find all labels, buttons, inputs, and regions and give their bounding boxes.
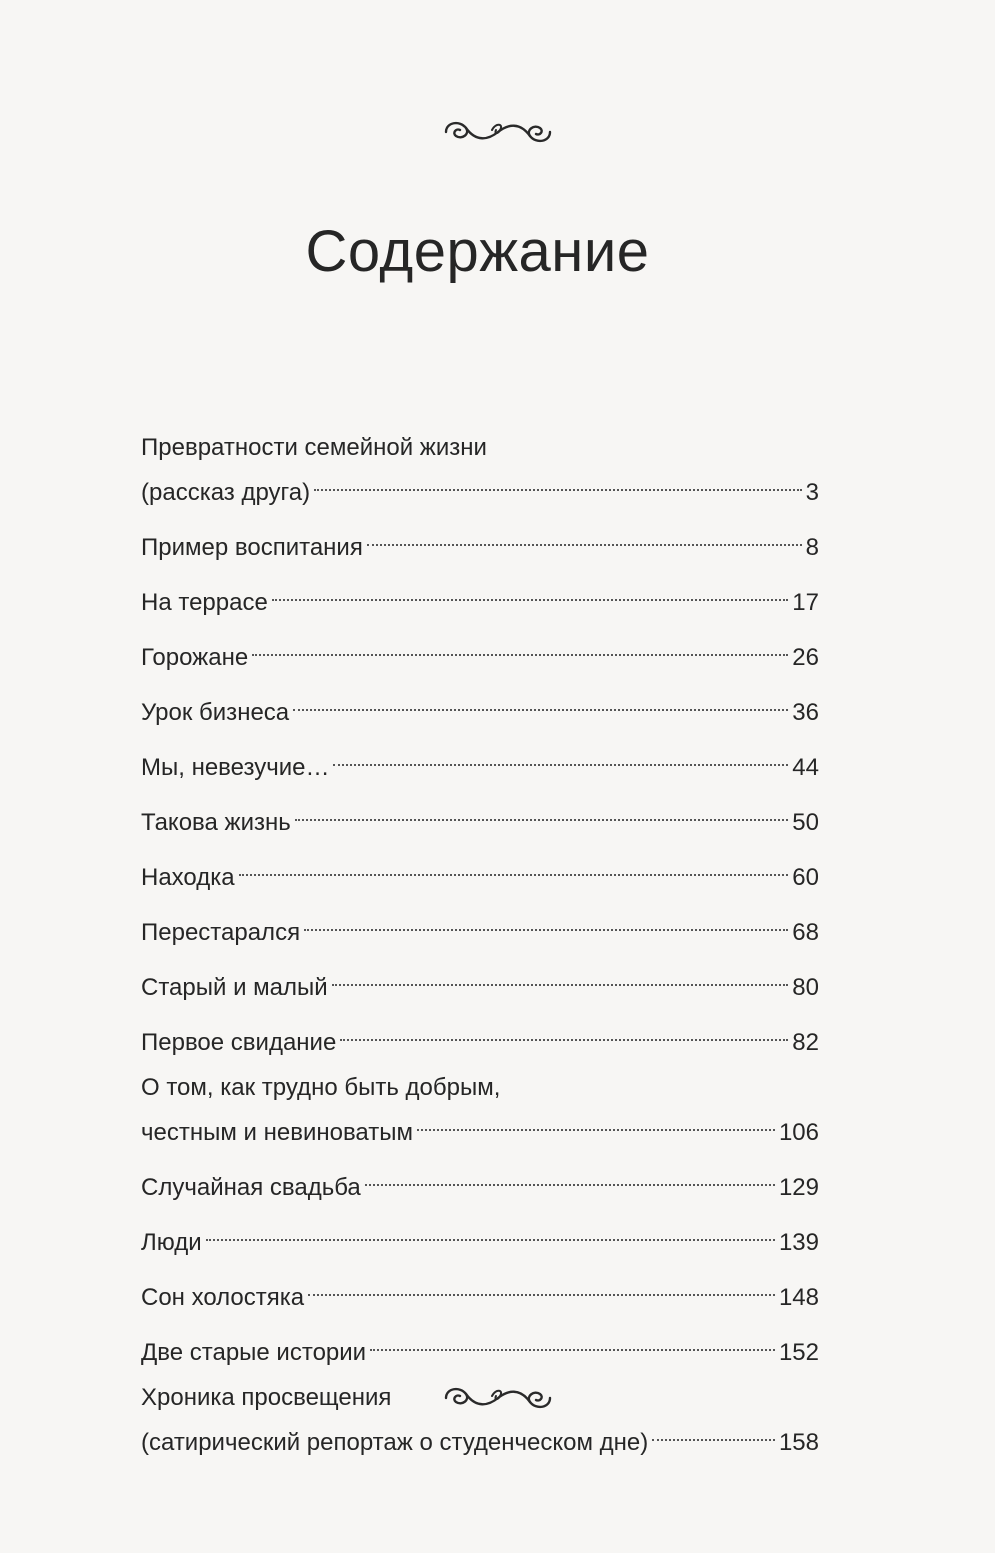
table-of-contents (141, 430, 819, 1470)
flourish-ornament-icon (438, 1378, 558, 1418)
toc-entry (141, 1160, 819, 1205)
dot-leader (272, 575, 788, 610)
dot-leader (417, 1105, 775, 1140)
toc-entry-title: Такова жизнь (141, 809, 291, 836)
toc-page-number: 129 (778, 1174, 819, 1201)
toc-entry (141, 520, 819, 565)
toc-entry-title: Урок бизнеса (141, 699, 290, 726)
toc-entry (141, 960, 819, 1005)
dot-leader (304, 905, 788, 940)
toc-page-number: 60 (792, 864, 819, 891)
toc-entry-title: Случайная свадьба (141, 1174, 361, 1201)
toc-entry (141, 850, 819, 895)
toc-entry-title: Перестарался (141, 919, 301, 946)
toc-entry-row (141, 1270, 819, 1315)
toc-entry-row (141, 575, 819, 620)
dot-leader (295, 795, 789, 830)
toc-entry-title: Горожане (141, 644, 249, 671)
toc-entry-row (141, 905, 819, 950)
toc-page-number: 148 (778, 1284, 819, 1311)
toc-entry-row (141, 960, 819, 1005)
toc-entry (141, 1070, 819, 1150)
toc-entry (141, 1015, 819, 1060)
dot-leader (367, 520, 802, 555)
toc-entry-title: Пример воспитания (141, 534, 363, 561)
toc-entry-row (141, 795, 819, 840)
toc-page-number: 44 (792, 754, 819, 781)
toc-entry-title-line: Хроника просвещения (141, 1384, 392, 1411)
toc-entry (141, 795, 819, 840)
toc-page-number: 80 (792, 974, 819, 1001)
toc-entry-title-line: Превратности семейной жизни (141, 434, 487, 461)
dot-leader (293, 685, 788, 720)
page-title: Содержание (305, 219, 650, 284)
dot-leader (332, 960, 789, 995)
toc-entry-title: Находка (141, 864, 235, 891)
toc-page-number: 50 (792, 809, 819, 836)
toc-page-number: 17 (792, 589, 819, 616)
toc-entry (141, 1215, 819, 1260)
toc-entry-row (141, 1325, 819, 1370)
dot-leader (652, 1415, 775, 1450)
toc-entry (141, 430, 819, 510)
toc-entry-row (141, 1160, 819, 1205)
toc-entry-row (141, 850, 819, 895)
dot-leader (333, 740, 788, 775)
dot-leader (370, 1325, 775, 1360)
toc-page-number: 8 (805, 534, 819, 561)
toc-page-number: 106 (778, 1119, 819, 1146)
toc-entry-title: Две старые истории (141, 1339, 367, 1366)
toc-page-number: 82 (792, 1029, 819, 1056)
toc-entry-row (141, 1015, 819, 1060)
toc-entry-title: честным и невиноватым (141, 1119, 413, 1146)
dot-leader (314, 465, 802, 500)
toc-page-number: 3 (805, 479, 819, 506)
toc-page-number: 152 (778, 1339, 819, 1366)
dot-leader (308, 1270, 775, 1305)
toc-entry-row (141, 630, 819, 675)
toc-page-number: 139 (778, 1229, 819, 1256)
toc-entry-title: Первое свидание (141, 1029, 337, 1056)
toc-entry-title: Старый и малый (141, 974, 328, 1001)
dot-leader (340, 1015, 788, 1050)
dot-leader (206, 1215, 775, 1250)
toc-entry (141, 905, 819, 950)
toc-page-number: 36 (792, 699, 819, 726)
toc-page-number: 26 (792, 644, 819, 671)
toc-entry-title: (рассказ друга) (141, 479, 311, 506)
toc-entry-row (141, 1105, 819, 1150)
toc-entry-title: Люди (141, 1229, 202, 1256)
toc-page-number: 158 (778, 1429, 819, 1456)
toc-entry (141, 1325, 819, 1370)
toc-entry (141, 575, 819, 620)
toc-entry-title-line: О том, как трудно быть добрым, (141, 1074, 501, 1101)
toc-entry-title: (сатирический репортаж о студенческом дне) (141, 1429, 649, 1456)
toc-entry (141, 1270, 819, 1315)
toc-entry-title: Сон холостяка (141, 1284, 305, 1311)
toc-entry-row (141, 465, 819, 510)
toc-page-number: 68 (792, 919, 819, 946)
toc-entry-row (141, 740, 819, 785)
toc-entry-row (141, 520, 819, 565)
dot-leader (239, 850, 789, 885)
toc-entry (141, 630, 819, 675)
toc-entry (141, 740, 819, 785)
toc-entry (141, 685, 819, 730)
toc-entry-row (141, 1215, 819, 1260)
toc-entry-row (141, 1415, 819, 1460)
toc-entry-title: На террасе (141, 589, 268, 616)
toc-entry-row (141, 685, 819, 730)
toc-entry-title: Мы, невезучие… (141, 754, 330, 781)
dot-leader (365, 1160, 775, 1195)
dot-leader (252, 630, 788, 665)
flourish-ornament-icon (438, 112, 558, 152)
